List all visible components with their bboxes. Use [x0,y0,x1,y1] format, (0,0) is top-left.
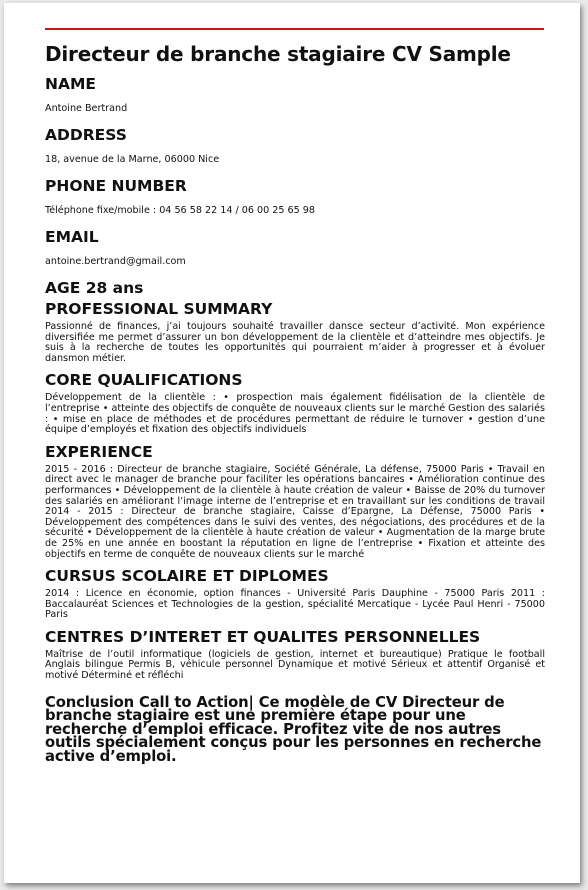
education-heading: CURSUS SCOLAIRE ET DIPLOMES [45,567,329,586]
qualifications-text: Développement de la clientèle : • prospection mais également fidélisation de la clientèle de l’entreprise • atteinte des objectifs de conquête de nouveaux clients sur le marché Gestion des salariés : • mise en place de méthodes et de procédures permettant de réduire le turnover • gestion d’une équipe d’employés et fixation des objectifs individuels [45,392,545,436]
interests-heading: CENTRES D’INTERET ET QUALITES PERSONNELLES [45,627,481,646]
email-heading: EMAIL [45,228,99,246]
name-value: Antoine Bertrand [45,103,128,114]
qualifications-heading: CORE QUALIFICATIONS [45,371,243,390]
summary-heading: PROFESSIONAL SUMMARY [45,300,273,318]
email-value: antoine.bertrand@gmail.com [45,256,186,267]
address-heading: ADDRESS [45,126,127,144]
phone-value: Téléphone fixe/mobile : 04 56 58 22 14 / 06 00 25 65 98 [45,205,316,216]
page-title: Directeur de branche stagiaire CV Sample [45,42,511,66]
education-text: 2014 : Licence en économie, option finances - Université Paris Dauphine - 75000 Paris 2011 : Baccalauréat Sciences et Technologies de la gestion, spécialité Mercatique - Lycée Paul Henri - 75000 Paris [45,588,545,621]
cv-page [4,3,580,883]
name-heading: NAME [45,75,96,93]
cv-content [45,41,545,763]
age-heading: AGE 28 ans [45,279,144,297]
experience-text: 2015 - 2016 : Directeur de branche stagiaire, Société Générale, La défense, 75000 Paris • Travail en direct avec le manager de branche pour faciliter les opérations bancaires • Amélioration continue des performances • Développement de la clientèle à haute création de valeur • Baisse de 20% du turnover des salariés en améliorant l’image interne de l’entreprise et en travaillant sur les conditions de travail 2014 - 2015 : Directeur de branche stagiaire, Caisse d’Epargne, La Défense, 75000 Paris • Développement des compétences dans le suivi des ventes, des négociations, des procédures et de la sécurité • Développement de la clientèle à haute création de valeur • Augmentation de la marge brute de 25% en une année en boostant la réputation en ligne de l’entreprise • Fixation et atteinte des objectifs en terme de conquête de nouveaux clients sur le marché [45,463,545,560]
experience-heading: EXPERIENCE [45,442,153,461]
interests-text: Maîtrise de l’outil informatique (logiciels de gestion, internet et bureautique) Pratique le football Anglais bilingue Permis B, véhicule personnel Dynamique et motivé Sérieux et attentif Organisé et motivé Déterminé et réfléchi [45,648,545,682]
conclusion-text: Conclusion Call to Action| Ce modèle de CV Directeur de branche stagiaire est une première étape pour une recherche d’emploi efficace. Profitez vite de nos autres outils spécialement conçus pour les personnes en recherche active d’emploi. [45,693,542,765]
address-value: 18, avenue de la Marne, 06000 Nice [45,154,220,165]
accent-rule [45,28,544,30]
summary-text: Passionné de finances, j’ai toujours souhaité travailler dansce secteur d’activité. Mon expérience diversifiée me permet d’assurer un bon développement de la clientèle et d’atteindre mes objectifs. Je suis à la recherche de toutes les opportunités qui pourraient m’aider à progresser et à évoluer dansmon métier. [45,321,545,364]
phone-heading: PHONE NUMBER [45,177,187,195]
